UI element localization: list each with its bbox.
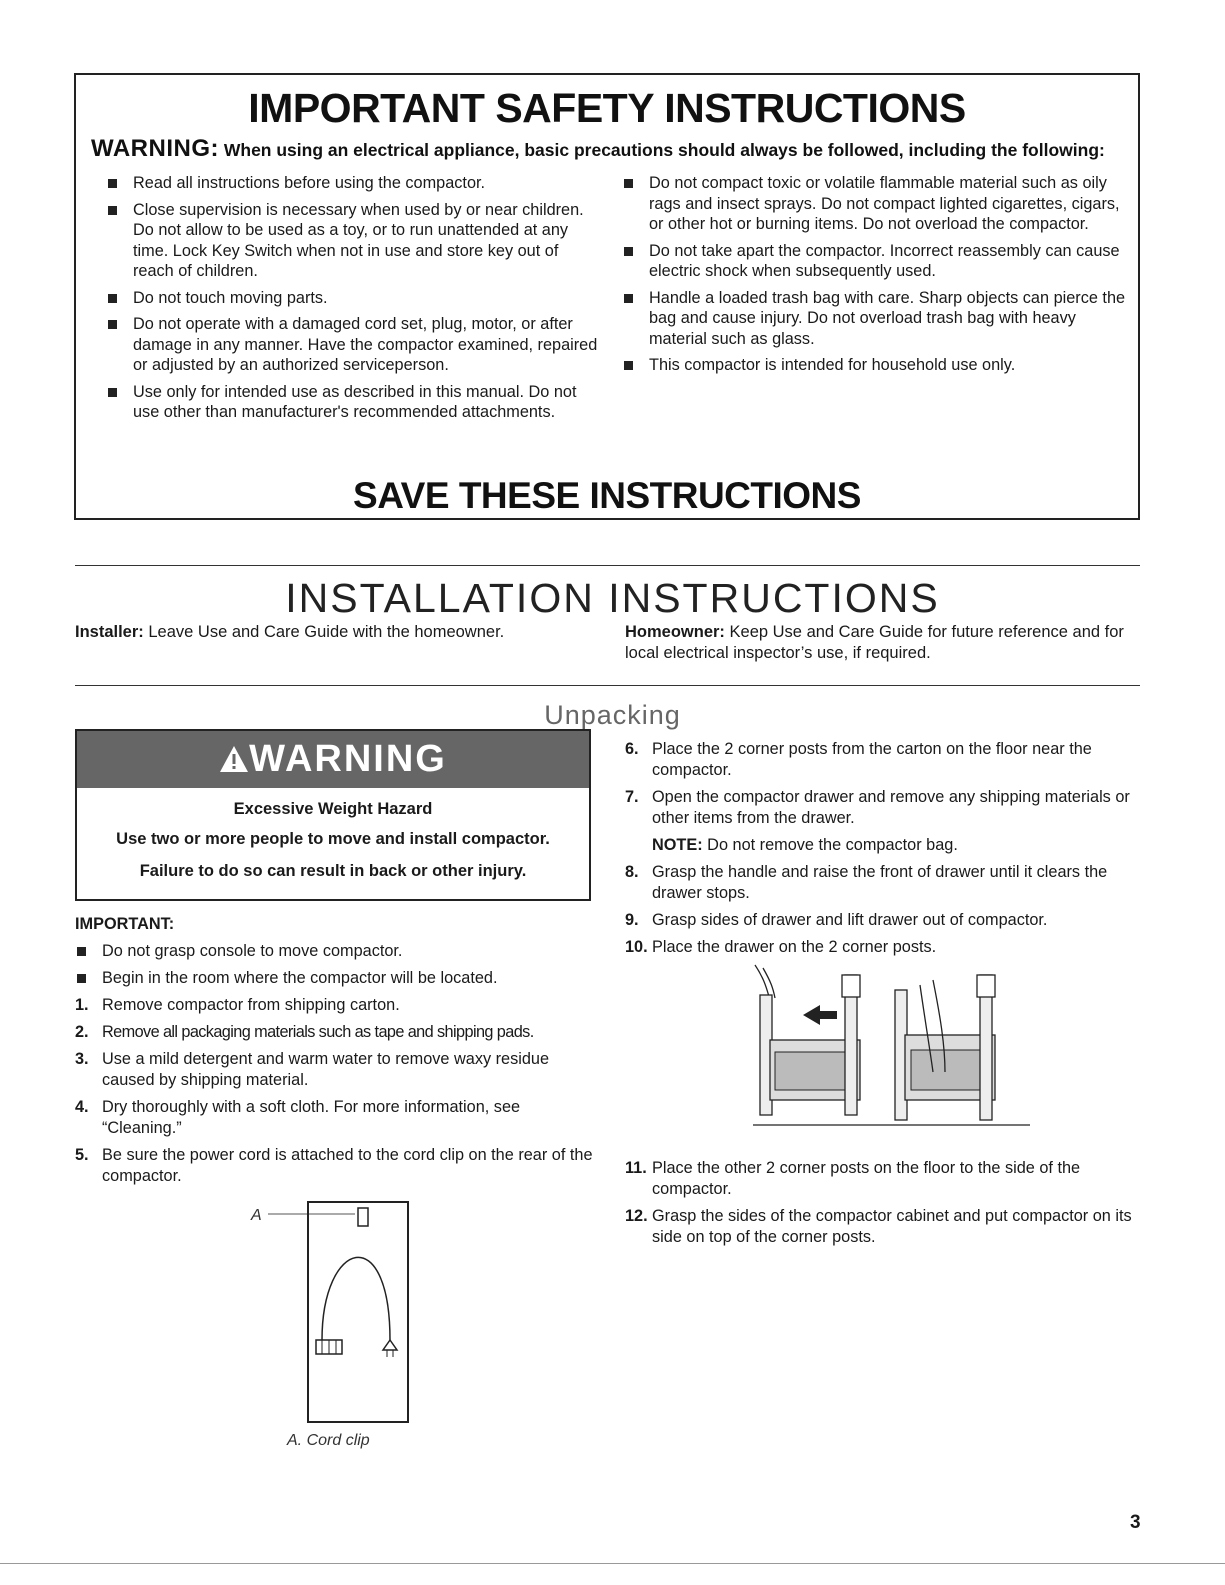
- note-text: Do not remove the compactor bag.: [702, 836, 958, 854]
- bullet-icon: [108, 388, 117, 397]
- hazard-line-2: Failure to do so can result in back or other injury.: [139, 862, 527, 880]
- divider: [75, 565, 1140, 566]
- unpacking-title: Unpacking: [544, 700, 681, 730]
- bullet-icon: [108, 179, 117, 188]
- installer-label: Installer:: [75, 623, 144, 641]
- safety-bullets-left: [98, 173, 598, 429]
- list-item: Use only for intended use as described in this manual. Do not use other than manufacturer's recommended attachments.: [98, 382, 598, 423]
- step-item: 1. Remove compactor from shipping carton.: [75, 996, 400, 1014]
- list-item: Handle a loaded trash bag with care. Sharp objects can pierce the bag and cause injury. Do not overload trash bag with heavy material such as glass.: [614, 288, 1134, 350]
- bullet-icon: [624, 179, 633, 188]
- warning-triangle-icon: [219, 745, 249, 773]
- installation-title: INSTALLATION INSTRUCTIONS: [285, 575, 940, 621]
- step-item: 10. Place the drawer on the 2 corner posts.: [625, 938, 937, 956]
- bullet-icon: [108, 206, 117, 215]
- installer-note: [75, 622, 595, 643]
- list-item: Do not take apart the compactor. Incorrect reassembly can cause electric shock when subsequently used.: [614, 241, 1134, 282]
- steps-right-a: [625, 739, 1145, 829]
- list-item: Do not grasp console to move compactor.: [75, 941, 595, 962]
- save-instructions-title: SAVE THESE INSTRUCTIONS: [353, 475, 861, 516]
- step-item: 11. Place the other 2 corner posts on the floor to the side of the compactor.: [625, 1159, 1081, 1198]
- homeowner-text: Keep Use and Care Guide for future reference and for local electrical inspector’s use, if required.: [625, 623, 1124, 662]
- warning-banner: [77, 731, 589, 788]
- warning-box: [75, 729, 591, 901]
- divider: [75, 685, 1140, 686]
- bullet-icon: [77, 974, 86, 983]
- hazard-line-1: Use two or more people to move and install compactor.: [116, 830, 550, 848]
- safety-title: IMPORTANT SAFETY INSTRUCTIONS: [248, 85, 966, 131]
- bullet-icon: [108, 320, 117, 329]
- warning-banner-text: WARNING: [249, 738, 447, 780]
- step-item: 4. Dry thoroughly with a soft cloth. For more information, see “Cleaning.”: [75, 1098, 521, 1137]
- note: [625, 835, 1145, 856]
- bullet-icon: [624, 294, 633, 303]
- step-item: 3. Use a mild detergent and warm water to remove waxy residue caused by shipping material.: [75, 1050, 550, 1089]
- list-item: Do not operate with a damaged cord set, plug, motor, or after damage in any manner. Have the compactor examined, repaired or adjusted by an authorized serviceperson.: [98, 314, 598, 376]
- list-item: Do not compact toxic or volatile flammable material such as oily rags and insect sprays. Do not compact lighted cigarettes, cigars, or other hot or burning items. Do not overload the compactor.: [614, 173, 1134, 235]
- list-item: Read all instructions before using the compactor.: [98, 173, 598, 194]
- note-label: NOTE:: [652, 836, 703, 854]
- figure-caption: A. Cord clip: [287, 1432, 370, 1449]
- safety-instructions-box: [74, 73, 1140, 520]
- step-item: 6. Place the 2 corner posts from the carton on the floor near the compactor.: [625, 740, 1092, 779]
- step-item: 5. Be sure the power cord is attached to the cord clip on the rear of the compactor.: [75, 1146, 593, 1185]
- bullet-icon: [108, 294, 117, 303]
- step-item: 2. Remove all packaging materials such as tape and shipping pads.: [75, 1023, 534, 1041]
- steps-right-b: [625, 862, 1145, 958]
- cord-clip-figure: [240, 1200, 440, 1460]
- unpacking-right-column-continued: [625, 1152, 1145, 1248]
- drawer-removal-figure: [745, 960, 1035, 1130]
- installer-text: Leave Use and Care Guide with the homeowner.: [143, 623, 505, 641]
- steps-left: [75, 995, 595, 1187]
- unpacking-left-column: [75, 902, 595, 1187]
- page-number: 3: [1130, 1512, 1141, 1533]
- step-item: 7. Open the compactor drawer and remove any shipping materials or other items from the drawer.: [625, 788, 1130, 827]
- warning-text: When using an electrical appliance, basic precautions should always be followed, including the following:: [223, 140, 1105, 160]
- homeowner-note: [625, 622, 1145, 664]
- warning-label: WARNING:: [91, 135, 219, 162]
- bullet-icon: [624, 247, 633, 256]
- list-item: Do not touch moving parts.: [98, 288, 598, 309]
- figure-label-a: A: [251, 1207, 262, 1224]
- important-heading: IMPORTANT:: [75, 915, 175, 933]
- step-item: 9. Grasp sides of drawer and lift drawer out of compactor.: [625, 911, 1048, 929]
- warning-statement: [91, 135, 1128, 163]
- list-item: Close supervision is necessary when used by or near children. Do not allow to be used as a toy, or to run unattended at any time. Lock Key Switch when not in use and store key out of reach of children.: [98, 200, 598, 282]
- bullet-icon: [624, 361, 633, 370]
- homeowner-label: Homeowner:: [625, 623, 725, 641]
- footer-rule: [0, 1563, 1225, 1564]
- list-item: This compactor is intended for household use only.: [614, 355, 1134, 376]
- important-bullets: [75, 941, 595, 989]
- hazard-title: Excessive Weight Hazard: [233, 800, 433, 818]
- steps-right-c: [625, 1158, 1145, 1248]
- list-item: Begin in the room where the compactor will be located.: [75, 968, 595, 989]
- safety-bullets-right: [614, 173, 1134, 382]
- bullet-icon: [77, 947, 86, 956]
- unpacking-right-column: [625, 733, 1145, 958]
- step-item: 12. Grasp the sides of the compactor cabinet and put compactor on its side on top of the corner posts.: [625, 1207, 1132, 1246]
- step-item: 8. Grasp the handle and raise the front of drawer until it clears the drawer stops.: [625, 863, 1108, 902]
